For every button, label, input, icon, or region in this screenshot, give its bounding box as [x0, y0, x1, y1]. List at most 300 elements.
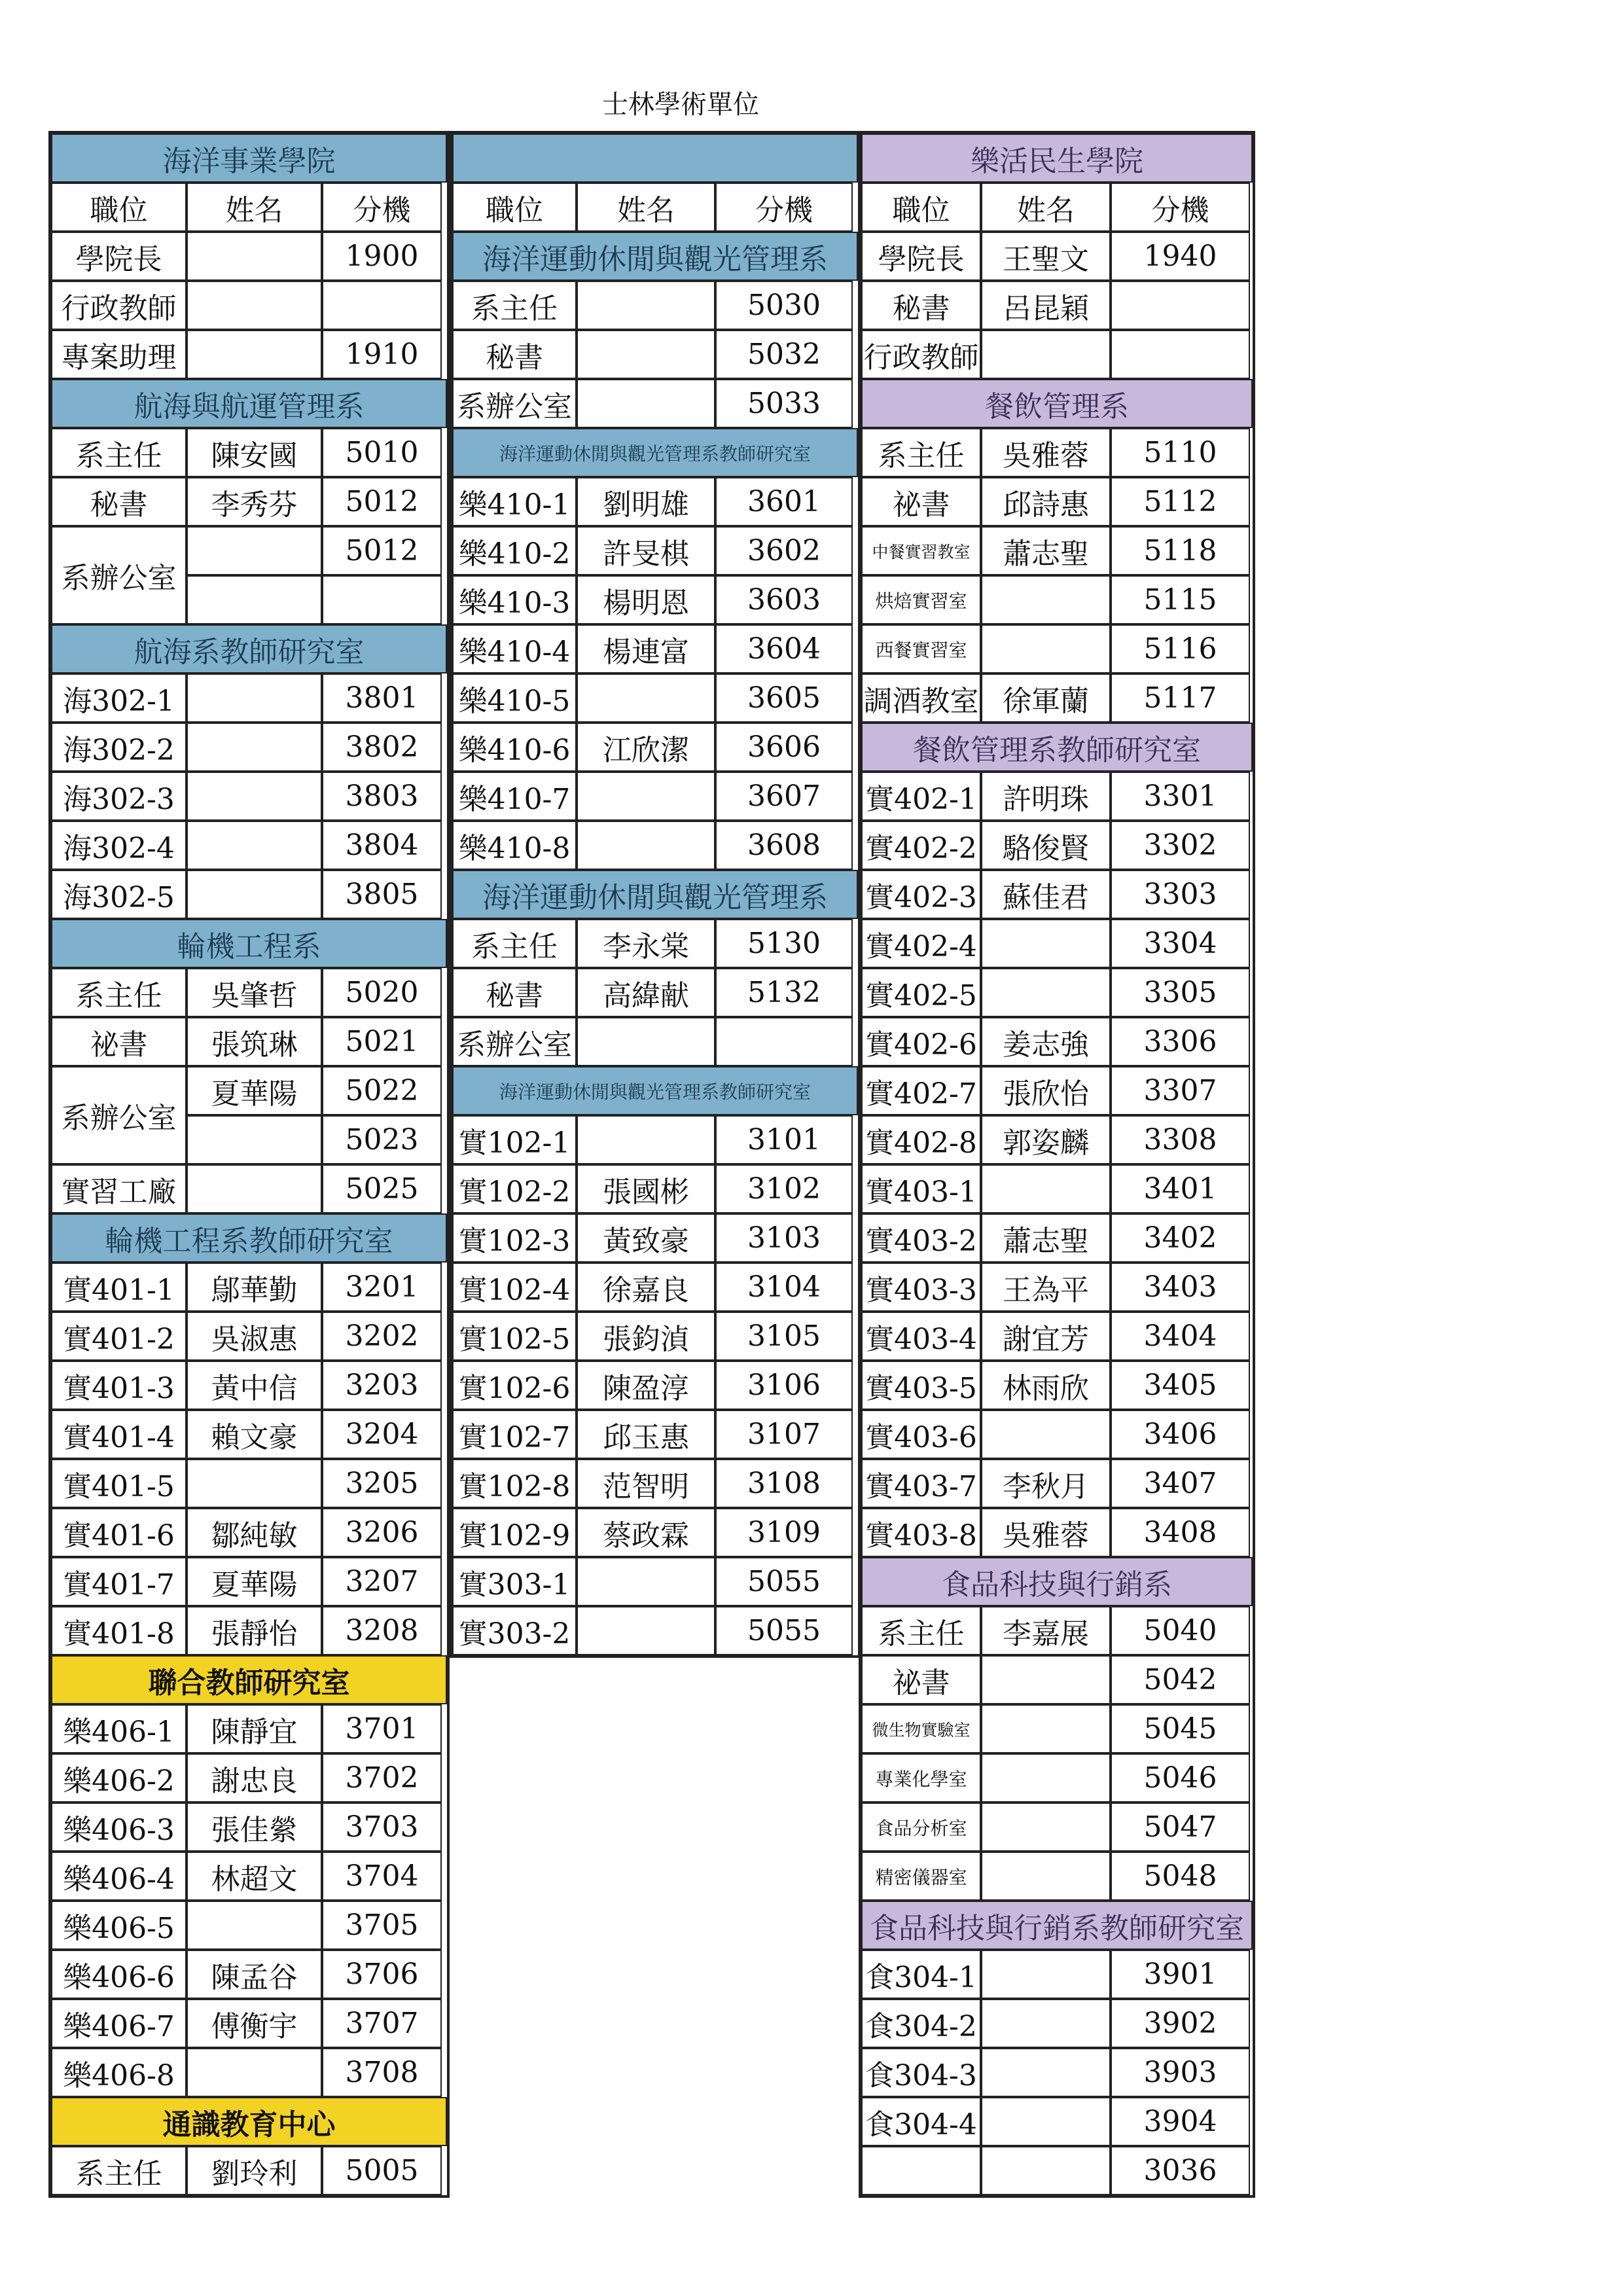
name-cell — [187, 1459, 322, 1508]
position-cell: 實401-8 — [51, 1606, 187, 1655]
name-cell: 劉明雄 — [577, 477, 715, 526]
position-cell: 樂406-8 — [51, 2048, 187, 2097]
extension-cell: 3303 — [1111, 870, 1250, 919]
name-cell — [981, 2097, 1111, 2146]
position-cell: 樂410-3 — [452, 575, 577, 624]
college-header-fill — [452, 134, 858, 183]
column-header-row — [452, 183, 858, 232]
table-row — [861, 1410, 1253, 1459]
lab-header-navigation-row — [51, 624, 447, 673]
extension-cell: 3401 — [1111, 1164, 1250, 1213]
name-cell: 張國彬 — [577, 1164, 715, 1213]
column-header-row — [861, 183, 1253, 232]
extension-cell: 3902 — [1111, 1999, 1250, 2048]
extension-cell: 3704 — [322, 1852, 442, 1901]
position-cell: 實102-4 — [452, 1263, 577, 1312]
extension-cell: 5130 — [715, 919, 853, 968]
position-cell: 實403-2 — [861, 1213, 981, 1263]
name-cell: 吳雅蓉 — [981, 1508, 1111, 1557]
position-cell: 系主任 — [861, 1606, 981, 1655]
table-row — [452, 1312, 858, 1361]
extension-cell: 3605 — [715, 673, 853, 723]
position-cell: 食304-4 — [861, 2097, 981, 2146]
name-cell: 劉玲利 — [187, 2146, 322, 2195]
page-title: 士林學術單位 — [602, 90, 759, 120]
name-cell: 林雨欣 — [981, 1361, 1111, 1410]
name-cell — [187, 821, 322, 870]
position-cell: 實403-1 — [861, 1164, 981, 1213]
name-cell: 黃中信 — [187, 1361, 322, 1410]
position-header: 職位 — [861, 183, 981, 232]
name-cell — [981, 1164, 1111, 1213]
table-row — [452, 1361, 858, 1410]
position-cell: 系主任 — [452, 281, 577, 330]
name-cell — [187, 870, 322, 919]
table-row — [861, 870, 1253, 919]
extension-cell: 3405 — [1111, 1361, 1250, 1410]
extension-cell: 5048 — [1111, 1852, 1250, 1901]
ocean-college-column — [48, 131, 450, 2198]
table-row — [861, 1852, 1253, 1901]
position-cell: 系辦公室 — [51, 526, 187, 624]
name-cell — [187, 673, 322, 723]
position-cell: 專業化學室 — [861, 1753, 981, 1803]
extension-cell: 5118 — [1111, 526, 1250, 575]
name-cell: 許旻棋 — [577, 526, 715, 575]
table-row — [452, 1213, 858, 1263]
name-cell — [577, 1115, 715, 1164]
lab-header-food-science: 食品科技與行銷系教師研究室 — [861, 1901, 1253, 1950]
name-cell: 姜志強 — [981, 1017, 1111, 1066]
position-cell: 實402-3 — [861, 870, 981, 919]
extension-cell: 3408 — [1111, 1508, 1250, 1557]
table-row — [51, 2146, 447, 2195]
table-row — [452, 673, 858, 723]
extension-cell: 3307 — [1111, 1066, 1250, 1115]
extension-cell: 3207 — [322, 1557, 442, 1606]
name-cell — [577, 821, 715, 870]
extension-cell: 3304 — [1111, 919, 1250, 968]
position-cell: 樂406-4 — [51, 1852, 187, 1901]
position-cell: 西餐實習室 — [861, 624, 981, 673]
extension-cell: 5045 — [1111, 1704, 1250, 1753]
name-cell — [981, 2048, 1111, 2097]
extension-cell: 5040 — [1111, 1606, 1250, 1655]
position-cell: 樂406-7 — [51, 1999, 187, 2048]
extension-cell: 3706 — [322, 1950, 442, 1999]
table-row — [51, 772, 447, 821]
position-cell: 海302-1 — [51, 673, 187, 723]
joint-lab-header-row — [51, 1655, 447, 1704]
college-header-ocean-row — [51, 134, 447, 183]
table-row — [51, 2048, 447, 2097]
column-header-row — [51, 183, 447, 232]
extension-cell: 3105 — [715, 1312, 853, 1361]
table-row — [861, 624, 1253, 673]
position-cell: 微生物實驗室 — [861, 1704, 981, 1753]
position-cell: 樂410-2 — [452, 526, 577, 575]
extension-cell: 5025 — [322, 1164, 442, 1213]
name-cell: 張佳縈 — [187, 1803, 322, 1852]
lab-header-sports-b: 海洋運動休閒與觀光管理系教師研究室 — [452, 1066, 858, 1115]
name-cell: 張筑琳 — [187, 1017, 322, 1066]
table-row — [861, 919, 1253, 968]
extension-cell: 3108 — [715, 1459, 853, 1508]
name-cell: 蘇佳君 — [981, 870, 1111, 919]
table-row — [51, 232, 447, 281]
table-row — [51, 1017, 447, 1066]
name-header: 姓名 — [187, 183, 322, 232]
dept-header-sports-b-row — [452, 870, 858, 919]
table-row — [861, 526, 1253, 575]
name-cell: 林超文 — [187, 1852, 322, 1901]
table-row — [452, 1459, 858, 1508]
extension-cell: 3601 — [715, 477, 853, 526]
extension-cell: 5030 — [715, 281, 853, 330]
extension-cell: 3106 — [715, 1361, 853, 1410]
table-row — [861, 1115, 1253, 1164]
position-cell: 實403-3 — [861, 1263, 981, 1312]
extension-cell: 5055 — [715, 1557, 853, 1606]
position-cell: 秘書 — [861, 281, 981, 330]
name-cell: 張鈞湞 — [577, 1312, 715, 1361]
name-cell — [187, 1115, 322, 1164]
name-cell — [981, 1999, 1111, 2048]
table-row — [51, 673, 447, 723]
extension-cell: 3702 — [322, 1753, 442, 1803]
table-row — [51, 1164, 447, 1213]
extension-cell: 5055 — [715, 1606, 853, 1655]
table-row — [51, 870, 447, 919]
extension-cell: 3402 — [1111, 1213, 1250, 1263]
position-cell: 實102-2 — [452, 1164, 577, 1213]
name-cell — [187, 575, 322, 624]
extension-cell: 3406 — [1111, 1410, 1250, 1459]
table-row — [452, 1164, 858, 1213]
extension-header: 分機 — [322, 183, 442, 232]
position-cell: 樂410-8 — [452, 821, 577, 870]
extension-cell: 3607 — [715, 772, 853, 821]
position-cell: 實403-5 — [861, 1361, 981, 1410]
extension-cell: 5033 — [715, 379, 853, 428]
extension-cell: 3107 — [715, 1410, 853, 1459]
position-cell: 系主任 — [452, 919, 577, 968]
extension-cell: 3101 — [715, 1115, 853, 1164]
name-cell: 傅衡宇 — [187, 1999, 322, 2048]
position-cell: 專案助理 — [51, 330, 187, 379]
position-cell: 實402-5 — [861, 968, 981, 1017]
dept-header-navigation: 航海與航運管理系 — [51, 379, 447, 428]
name-cell: 邱詩惠 — [981, 477, 1111, 526]
extension-cell: 3305 — [1111, 968, 1250, 1017]
extension-cell: 3604 — [715, 624, 853, 673]
position-cell: 實102-6 — [452, 1361, 577, 1410]
name-cell — [187, 232, 322, 281]
name-cell — [187, 330, 322, 379]
position-cell: 實401-5 — [51, 1459, 187, 1508]
position-cell: 實403-6 — [861, 1410, 981, 1459]
name-cell: 郭姿麟 — [981, 1115, 1111, 1164]
extension-header: 分機 — [1111, 183, 1250, 232]
position-cell: 祕書 — [51, 1017, 187, 1066]
extension-cell: 5012 — [322, 526, 442, 575]
table-row — [51, 1950, 447, 1999]
extension-cell: 1910 — [322, 330, 442, 379]
lohas-college-column — [859, 131, 1255, 2198]
extension-cell: 3203 — [322, 1361, 442, 1410]
position-cell: 實403-4 — [861, 1312, 981, 1361]
position-cell: 實303-1 — [452, 1557, 577, 1606]
extension-cell: 3708 — [322, 2048, 442, 2097]
extension-cell: 1940 — [1111, 232, 1250, 281]
position-cell: 中餐實習教室 — [861, 526, 981, 575]
table-row — [861, 1312, 1253, 1361]
position-cell — [861, 2146, 981, 2195]
name-cell: 徐軍蘭 — [981, 673, 1111, 723]
position-cell: 食304-1 — [861, 1950, 981, 1999]
table-row — [51, 1508, 447, 1557]
position-cell: 實402-6 — [861, 1017, 981, 1066]
name-cell: 江欣潔 — [577, 723, 715, 772]
position-cell: 烘焙實習室 — [861, 575, 981, 624]
name-cell: 李秀芬 — [187, 477, 322, 526]
name-cell: 許明珠 — [981, 772, 1111, 821]
position-cell: 實401-1 — [51, 1263, 187, 1312]
name-cell — [981, 1704, 1111, 1753]
table-row — [861, 1753, 1253, 1803]
name-cell — [981, 1410, 1111, 1459]
table-row — [861, 2146, 1253, 2195]
name-cell: 范智明 — [577, 1459, 715, 1508]
table-row — [452, 919, 858, 968]
college-header-lohas-row — [861, 134, 1253, 183]
name-cell — [577, 673, 715, 723]
extension-cell: 3103 — [715, 1213, 853, 1263]
name-cell: 張靜怡 — [187, 1606, 322, 1655]
table-row — [861, 2097, 1253, 2146]
name-cell: 楊明恩 — [577, 575, 715, 624]
lab-header-sports-b-row — [452, 1066, 858, 1115]
name-cell: 徐嘉良 — [577, 1263, 715, 1312]
position-cell: 秘書 — [51, 477, 187, 526]
position-cell: 調酒教室 — [861, 673, 981, 723]
office-block — [51, 526, 447, 624]
table-row — [861, 821, 1253, 870]
table-row — [51, 1312, 447, 1361]
name-cell: 陳靜宜 — [187, 1704, 322, 1753]
name-cell: 駱俊賢 — [981, 821, 1111, 870]
table-row — [861, 1361, 1253, 1410]
table-row — [861, 968, 1253, 1017]
table-row — [861, 1508, 1253, 1557]
name-cell — [187, 772, 322, 821]
table-row — [452, 821, 858, 870]
extension-cell: 5116 — [1111, 624, 1250, 673]
name-header: 姓名 — [981, 183, 1111, 232]
position-cell: 樂406-5 — [51, 1901, 187, 1950]
position-cell: 系主任 — [51, 968, 187, 1017]
position-cell: 系辦公室 — [51, 1066, 187, 1164]
college-header-lohas: 樂活民生學院 — [861, 134, 1253, 183]
position-cell: 海302-5 — [51, 870, 187, 919]
table-row — [51, 428, 447, 477]
lab-header-food-science-row — [861, 1901, 1253, 1950]
name-cell — [187, 1164, 322, 1213]
name-cell — [577, 281, 715, 330]
table-row — [452, 330, 858, 379]
position-cell: 海302-4 — [51, 821, 187, 870]
position-header: 職位 — [452, 183, 577, 232]
table-row — [51, 1901, 447, 1950]
table-row — [861, 1017, 1253, 1066]
name-cell: 王為平 — [981, 1263, 1111, 1312]
name-cell — [577, 330, 715, 379]
extension-cell: 5042 — [1111, 1655, 1250, 1704]
position-cell: 樂410-5 — [452, 673, 577, 723]
table-row — [861, 2048, 1253, 2097]
name-cell: 謝宜芳 — [981, 1312, 1111, 1361]
extension-cell: 3206 — [322, 1508, 442, 1557]
extension-cell: 3407 — [1111, 1459, 1250, 1508]
position-cell: 樂406-1 — [51, 1704, 187, 1753]
office-block — [51, 1066, 447, 1164]
name-cell: 邱玉惠 — [577, 1410, 715, 1459]
table-row — [861, 673, 1253, 723]
name-cell — [981, 1655, 1111, 1704]
table-row — [861, 1066, 1253, 1115]
table-row — [51, 968, 447, 1017]
name-cell — [187, 281, 322, 330]
extension-cell: 3301 — [1111, 772, 1250, 821]
name-cell — [981, 2146, 1111, 2195]
extension-cell: 3701 — [322, 1704, 442, 1753]
position-cell: 秘書 — [452, 330, 577, 379]
extension-cell: 3901 — [1111, 1950, 1250, 1999]
extension-cell: 5022 — [322, 1066, 442, 1115]
extension-cell: 3703 — [322, 1803, 442, 1852]
table-row — [51, 1753, 447, 1803]
extension-cell: 3805 — [322, 870, 442, 919]
extension-cell: 5110 — [1111, 428, 1250, 477]
extension-cell: 3102 — [715, 1164, 853, 1213]
position-cell: 系主任 — [861, 428, 981, 477]
position-cell: 實402-8 — [861, 1115, 981, 1164]
table-row — [861, 477, 1253, 526]
extension-cell: 3201 — [322, 1263, 442, 1312]
extension-cell: 3608 — [715, 821, 853, 870]
extension-cell: 3104 — [715, 1263, 853, 1312]
position-cell: 樂410-1 — [452, 477, 577, 526]
name-cell: 鄔華勤 — [187, 1263, 322, 1312]
joint-lab-header: 聯合教師研究室 — [51, 1655, 447, 1704]
position-cell: 實401-7 — [51, 1557, 187, 1606]
position-cell: 實401-3 — [51, 1361, 187, 1410]
name-cell: 高緯献 — [577, 968, 715, 1017]
table-row — [452, 281, 858, 330]
dept-header-food-science-row — [861, 1557, 1253, 1606]
table-row — [452, 1017, 858, 1066]
extension-cell: 5020 — [322, 968, 442, 1017]
name-cell — [187, 2048, 322, 2097]
position-cell: 實102-8 — [452, 1459, 577, 1508]
extension-cell: 5010 — [322, 428, 442, 477]
table-row — [51, 1999, 447, 2048]
position-cell: 樂410-6 — [452, 723, 577, 772]
position-cell: 系主任 — [51, 2146, 187, 2195]
position-cell: 海302-2 — [51, 723, 187, 772]
position-cell: 實習工廠 — [51, 1164, 187, 1213]
table-row — [452, 772, 858, 821]
position-cell: 實401-4 — [51, 1410, 187, 1459]
extension-cell: 3204 — [322, 1410, 442, 1459]
table-row — [452, 1115, 858, 1164]
name-cell: 李秋月 — [981, 1459, 1111, 1508]
position-cell: 實102-1 — [452, 1115, 577, 1164]
table-row — [51, 1852, 447, 1901]
table-row — [861, 281, 1253, 330]
extension-header: 分機 — [715, 183, 853, 232]
position-cell: 實402-4 — [861, 919, 981, 968]
gen-ed-header-row — [51, 2097, 447, 2146]
dept-header-sports-b: 海洋運動休閒與觀光管理系 — [452, 870, 858, 919]
table-row — [861, 1213, 1253, 1263]
position-cell: 學院長 — [861, 232, 981, 281]
sports-tourism-column — [450, 131, 861, 1658]
table-row — [452, 379, 858, 428]
position-cell: 實403-8 — [861, 1508, 981, 1557]
name-cell — [981, 624, 1111, 673]
extension-cell: 3705 — [322, 1901, 442, 1950]
table-row — [861, 1459, 1253, 1508]
lab-header-food: 餐飲管理系教師研究室 — [861, 723, 1253, 772]
extension-cell: 5023 — [322, 1115, 442, 1164]
table-row — [51, 723, 447, 772]
position-cell: 實402-1 — [861, 772, 981, 821]
table-row — [861, 1803, 1253, 1852]
table-row — [452, 1606, 858, 1655]
table-row — [861, 1164, 1253, 1213]
extension-cell — [1111, 330, 1250, 379]
extension-cell — [715, 1017, 853, 1066]
position-cell: 系辦公室 — [452, 1017, 577, 1066]
dept-header-food-science: 食品科技與行銷系 — [861, 1557, 1253, 1606]
name-cell: 陳盈淳 — [577, 1361, 715, 1410]
name-cell: 陳孟谷 — [187, 1950, 322, 1999]
position-cell: 行政教師 — [861, 330, 981, 379]
extension-cell: 5012 — [322, 477, 442, 526]
dept-header-sports-a-row — [452, 232, 858, 281]
extension-cell: 3403 — [1111, 1263, 1250, 1312]
extension-cell: 3306 — [1111, 1017, 1250, 1066]
name-cell: 張欣怡 — [981, 1066, 1111, 1115]
lab-header-food-row — [861, 723, 1253, 772]
name-cell: 李嘉展 — [981, 1606, 1111, 1655]
name-cell: 蕭志聖 — [981, 1213, 1111, 1263]
name-cell — [981, 575, 1111, 624]
dept-header-food: 餐飲管理系 — [861, 379, 1253, 428]
position-cell: 食304-3 — [861, 2048, 981, 2097]
name-cell: 李永棠 — [577, 919, 715, 968]
name-cell: 蔡政霖 — [577, 1508, 715, 1557]
dept-header-navigation-row — [51, 379, 447, 428]
table-row — [861, 772, 1253, 821]
extension-cell: 3802 — [322, 723, 442, 772]
extension-cell: 3707 — [322, 1999, 442, 2048]
table-row — [861, 1999, 1253, 2048]
table-row — [452, 1410, 858, 1459]
table-row — [452, 624, 858, 673]
position-cell: 樂406-6 — [51, 1950, 187, 1999]
